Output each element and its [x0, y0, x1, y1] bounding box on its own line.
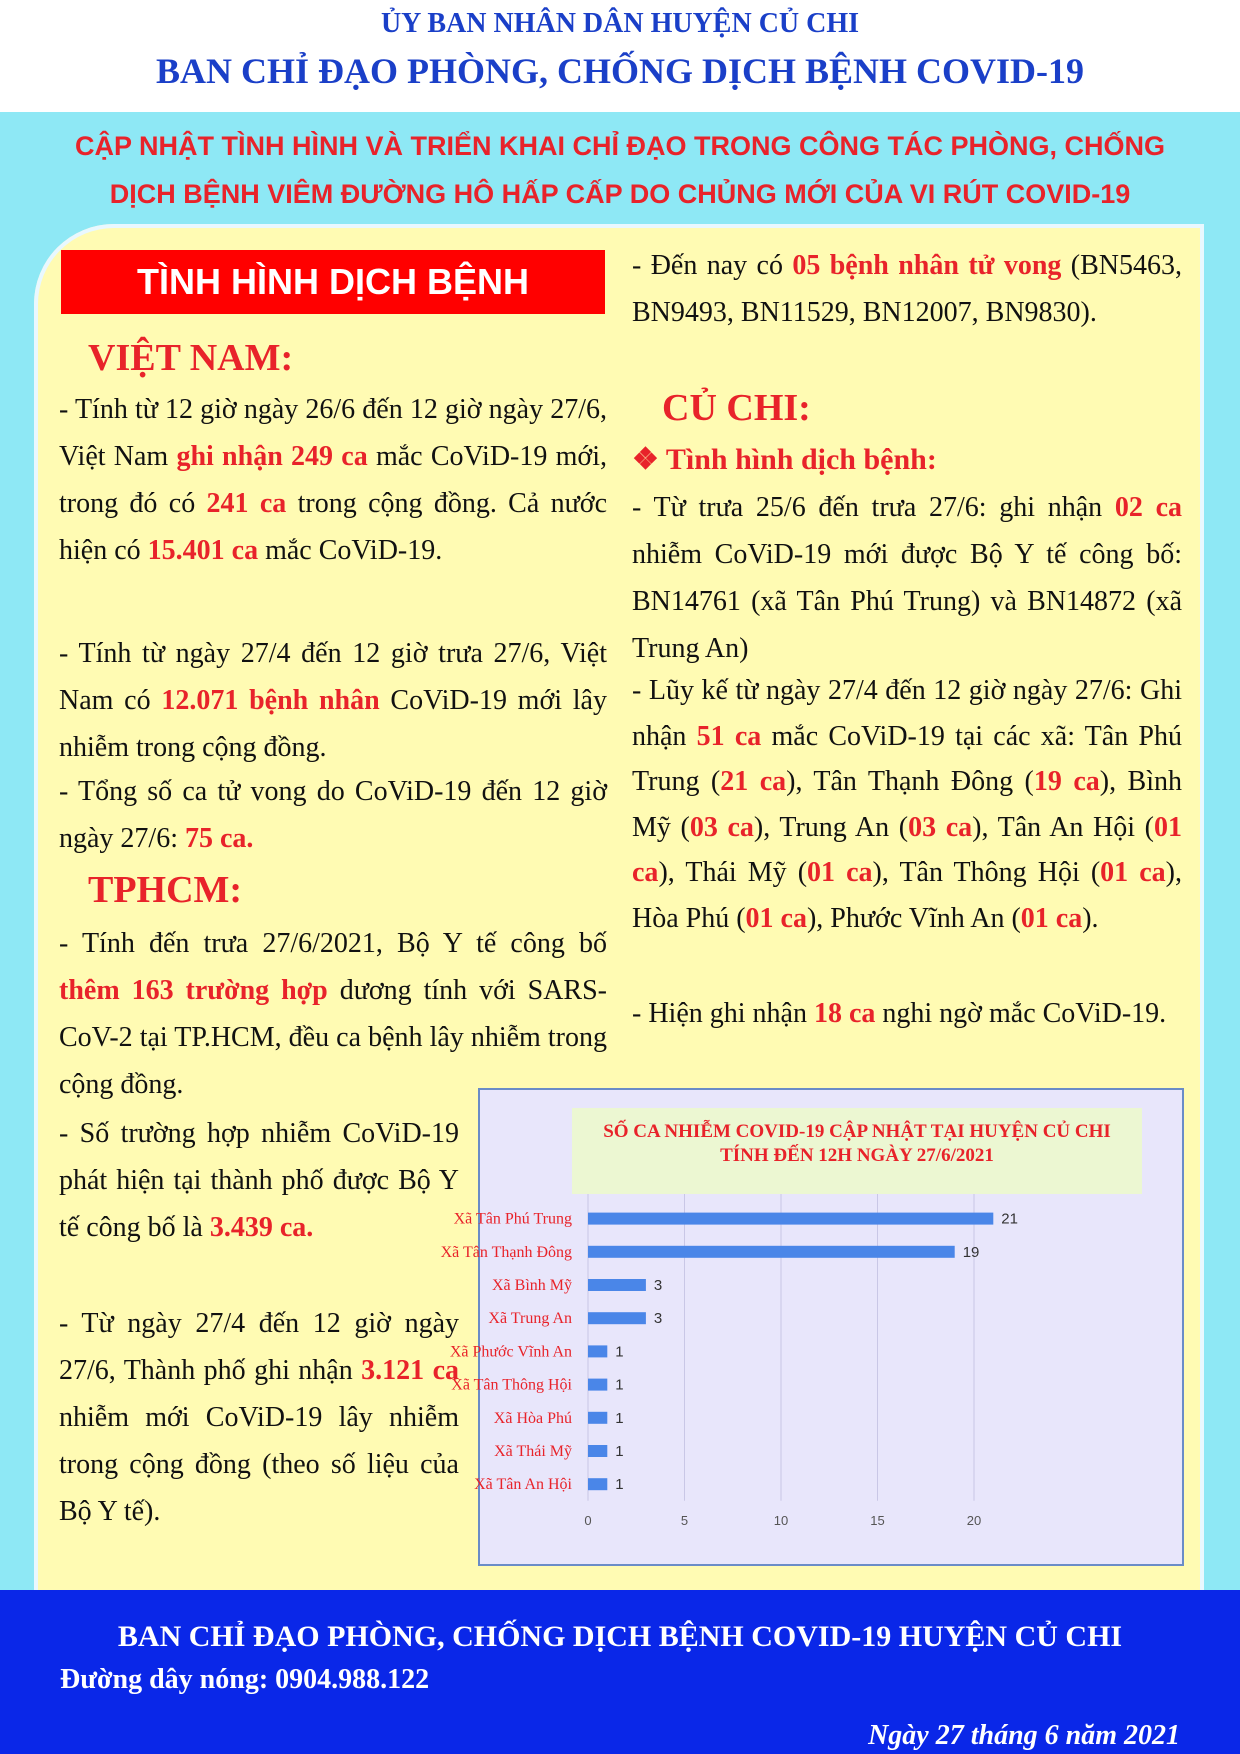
data-label: 1	[615, 1376, 624, 1394]
category-label: Xã Tân Phú Trung	[453, 1210, 572, 1228]
bar	[588, 1312, 646, 1324]
bar	[588, 1478, 607, 1490]
bar-chart	[440, 1088, 1184, 1566]
bar	[588, 1345, 607, 1357]
bar	[588, 1412, 607, 1424]
banner-line-1: CẬP NHẬT TÌNH HÌNH VÀ TRIỂN KHAI CHỈ ĐẠO TRONG CÔNG TÁC PHÒNG, CHỐNG	[74, 131, 1165, 161]
cuchi-subheading: ❖ Tình hình dịch bệnh:	[632, 443, 937, 476]
x-tick-label: 15	[870, 1512, 885, 1528]
tphcm-paragraph-1: - Tính đến trưa 27/6/2021, Bộ Y tế công bố thêm 163 trường hợp dương tính với SARS-CoV-2 tại TP.HCM, đều ca bệnh lây nhiễm trong cộng đồng.	[59, 928, 607, 1100]
highlight-text: 12.071 bệnh nhân	[161, 685, 380, 716]
highlight-text: 75 ca.	[185, 823, 254, 854]
highlight-text: 03 ca	[908, 811, 973, 843]
bar	[588, 1445, 607, 1457]
highlight-text: 01 ca	[807, 857, 873, 888]
cuchi-paragraph-2: - Lũy kế từ ngày 27/4 đến 12 giờ ngày 27/6: Ghi nhận 51 ca mắc CoViD-19 tại các xã: Tân Phú Trung (21 ca), Tân Thạnh Đông (19 ca), Bình Mỹ (03 ca), Trung An (03 ca), Tân An Hội (01 ca), Thái Mỹ (01 ca), Tân Thông Hội (01 ca), Hòa Phú (01 ca), Phước Vĩnh An (01 ca).	[632, 675, 1182, 934]
footer-committee: BAN CHỈ ĐẠO PHÒNG, CHỐNG DỊCH BỆNH COVID-19 HUYỆN CỦ CHI	[117, 1620, 1123, 1653]
data-label: 3	[653, 1277, 663, 1294]
tphcm-paragraph-2: - Số trường hợp nhiễm CoViD-19 phát hiện tại thành phố được Bộ Y tế công bố là 3.439 ca.	[59, 1118, 459, 1243]
bar	[588, 1379, 607, 1391]
cuchi-heading: CỦ CHI:	[662, 387, 811, 429]
footer-date: Ngày 27 tháng 6 năm 2021	[868, 1720, 1180, 1751]
footer-hotline: Đường dây nóng: 0904.988.122	[60, 1664, 430, 1695]
chart-subtitle: TÍNH ĐẾN 12H NGÀY 27/6/2021	[720, 1145, 994, 1166]
category-label: Xã Bình Mỹ	[492, 1277, 572, 1294]
category-label: Xã Hòa Phú	[493, 1409, 572, 1427]
vietnam-paragraph-2: - Tính từ ngày 27/4 đến 12 giờ trưa 27/6, Việt Nam có 12.071 bệnh nhân CoViD-19 mới lây nhiễm trong cộng đồng.	[59, 638, 607, 763]
highlight-text: 02 ca	[1114, 492, 1182, 523]
data-label: 1	[615, 1343, 624, 1361]
category-label: Xã Tân Thông Hội	[451, 1376, 572, 1394]
data-label: 3	[653, 1310, 663, 1328]
category-label: Xã Tân Thạnh Đông	[440, 1243, 572, 1261]
data-label: 21	[1001, 1210, 1018, 1228]
x-tick-label: 20	[966, 1512, 982, 1528]
highlight-text: 01 ca	[745, 902, 807, 934]
category-label: Xã Phước Vĩnh An	[449, 1343, 572, 1361]
vietnam-paragraph-3: - Tổng số ca tử vong do CoViD-19 đến 12 giờ ngày 27/6: 75 ca.	[59, 776, 607, 854]
category-label: Xã Thái Mỹ	[494, 1443, 572, 1460]
data-label: 1	[615, 1409, 624, 1427]
tphcm-paragraph-3: - Từ ngày 27/4 đến 12 giờ ngày 27/6, Thành phố ghi nhận 3.121 ca nhiễm mới CoViD-19 lây nhiễm trong cộng đồng (theo số liệu của Bộ Y tế).	[59, 1308, 459, 1527]
highlight-text: 241 ca	[206, 488, 287, 519]
category-label: Xã Tân An Hội	[474, 1476, 572, 1494]
x-tick-label: 10	[773, 1512, 789, 1528]
chart-plot	[440, 1090, 1182, 1564]
vietnam-heading: VIỆT NAM:	[88, 337, 294, 379]
category-label: Xã Trung An	[488, 1310, 572, 1328]
cuchi-paragraph-1: - Từ trưa 25/6 đến trưa 27/6: ghi nhận 02 ca nhiễm CoViD-19 mới được Bộ Y tế công bố: BN14761 (xã Tân Phú Trung) và BN14872 (xã Trung An)	[632, 492, 1182, 664]
highlight-text: 21 ca	[720, 766, 787, 797]
deaths-paragraph: - Đến nay có 05 bệnh nhân tử vong (BN5463, BN9493, BN11529, BN12007, BN9830).	[632, 250, 1182, 328]
data-label: 19	[962, 1243, 980, 1261]
highlight-text: thêm 163 trường hợp	[59, 975, 328, 1006]
highlight-text: 01 ca	[1020, 902, 1083, 934]
vietnam-paragraph-1: - Tính từ 12 giờ ngày 26/6 đến 12 giờ ngày 27/6, Việt Nam ghi nhận 249 ca mắc CoViD-19 mới, trong đó có 241 ca trong cộng đồng. Cả nước hiện có 15.401 ca mắc CoViD-19.	[59, 394, 607, 566]
highlight-text: 19 ca	[1033, 766, 1100, 797]
cuchi-paragraph-3: - Hiện ghi nhận 18 ca nghi ngờ mắc CoViD-19.	[632, 998, 1167, 1029]
highlight-text: 3.439 ca.	[209, 1212, 314, 1243]
highlight-text: 15.401 ca	[147, 535, 259, 566]
bar	[588, 1246, 955, 1258]
banner	[0, 122, 1240, 218]
bar	[588, 1279, 646, 1291]
chart-title: SỐ CA NHIỄM COVID-19 CẬP NHẬT TẠI HUYỆN CỦ CHI	[603, 1121, 1111, 1142]
data-label: 1	[615, 1443, 624, 1460]
highlight-text: 01 ca	[632, 811, 1182, 888]
header-committee: BAN CHỈ ĐẠO PHÒNG, CHỐNG DỊCH BỆNH COVID-19	[155, 51, 1085, 91]
main-title: TÌNH HÌNH DỊCH BỆNH	[61, 250, 605, 314]
x-tick-label: 5	[680, 1512, 689, 1528]
highlight-text: 01 ca	[1100, 857, 1166, 888]
x-tick-label: 0	[584, 1512, 592, 1528]
highlight-text: 18 ca	[813, 998, 876, 1029]
banner-line-2: DỊCH BỆNH VIÊM ĐƯỜNG HÔ HẤP CẤP DO CHỦNG MỚI CỦA VI RÚT COVID-19	[109, 179, 1131, 209]
highlight-text: 3.121 ca	[361, 1355, 459, 1386]
highlight-text: ghi nhận 249 ca	[176, 441, 368, 472]
highlight-text: 05 bệnh nhân tử vong	[792, 250, 1062, 281]
tphcm-heading: TPHCM:	[88, 869, 243, 911]
data-label: 1	[615, 1476, 624, 1494]
highlight-text: 03 ca	[689, 811, 754, 843]
header-org: ỦY BAN NHÂN DÂN HUYỆN CỦ CHI	[380, 8, 860, 39]
highlight-text: 51 ca	[696, 720, 762, 752]
bar	[588, 1213, 993, 1225]
